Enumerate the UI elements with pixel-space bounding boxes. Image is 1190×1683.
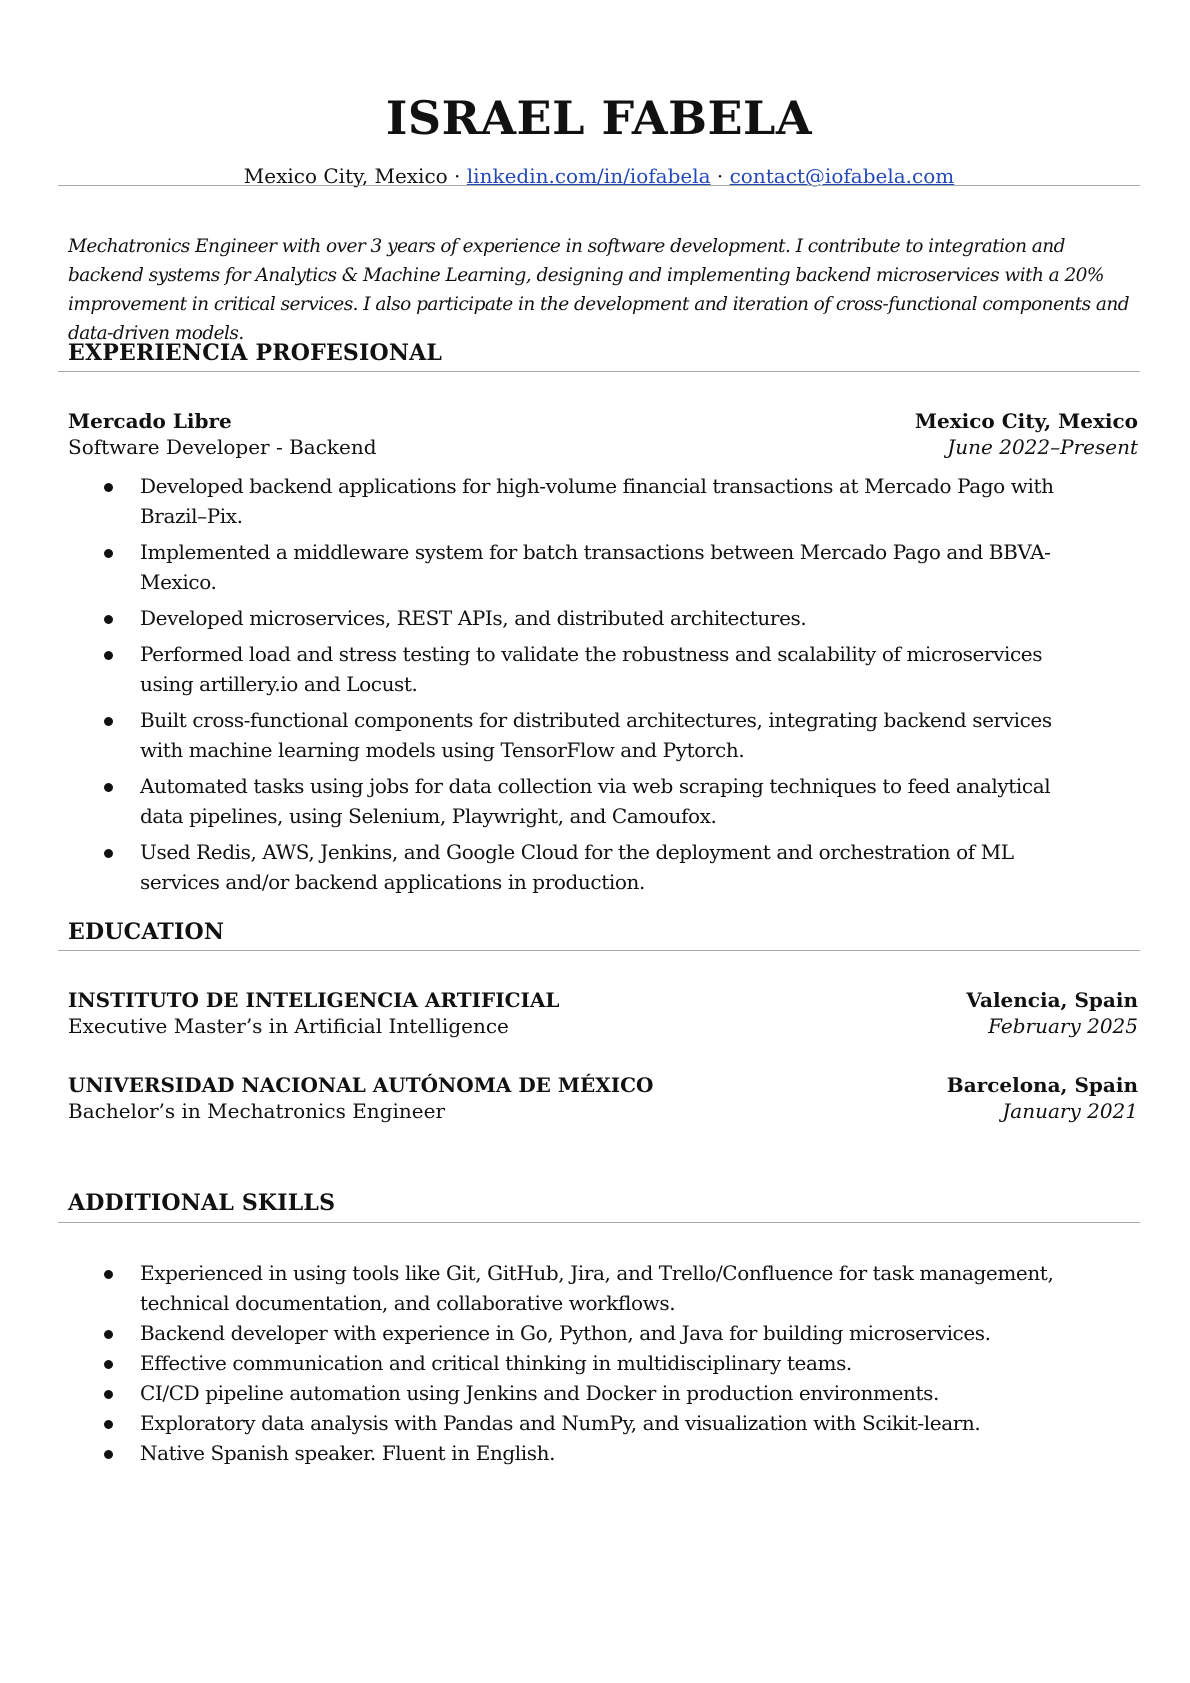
education-date: January 2021 bbox=[1002, 1099, 1138, 1123]
list-item: Experienced in using tools like Git, GitHub, Jira, and Trello/Confluence for task management, technical documentation, and collaborative workflows. bbox=[58, 1258, 1140, 1318]
section-title-education: EDUCATION bbox=[68, 919, 225, 945]
job-dates: June 2022–Present bbox=[947, 435, 1138, 459]
section-title-experience: EXPERIENCIA PROFESIONAL bbox=[68, 340, 443, 366]
education-divider bbox=[58, 950, 1140, 951]
list-item: CI/CD pipeline automation using Jenkins and Docker in production environments. bbox=[58, 1378, 1140, 1408]
education-header bbox=[68, 986, 1138, 1014]
summary-text: Mechatronics Engineer with over 3 years of experience in software development. I contribute to integration and backend systems for Analytics & Machine Learning, designing and implementing backend microservices with a 20% improvement in critical services. I also participate in the development and iteration of cross-functional components and data-driven models. bbox=[68, 236, 1130, 344]
education-degree: Bachelor’s in Mechatronics Engineer bbox=[68, 1099, 446, 1123]
education-location: Barcelona, Spain bbox=[946, 1073, 1138, 1097]
education-header bbox=[68, 1071, 1138, 1099]
education-date: February 2025 bbox=[988, 1014, 1138, 1038]
job-subheader bbox=[68, 433, 1138, 461]
list-item: Built cross-functional components for distributed architectures, integrating backend services with machine learning models using TensorFlow and Pytorch. bbox=[58, 705, 1140, 765]
list-item: Performed load and stress testing to validate the robustness and scalability of microservices using artillery.io and Locust. bbox=[58, 639, 1140, 699]
list-item: Used Redis, AWS, Jenkins, and Google Cloud for the deployment and orchestration of ML services and/or backend applications in production. bbox=[58, 837, 1140, 897]
email-link[interactable]: contact@iofabela.com bbox=[729, 164, 955, 188]
skills-bullet-list bbox=[58, 1258, 1140, 1468]
education-subheader bbox=[68, 1097, 1138, 1125]
header-divider bbox=[58, 185, 1140, 186]
education-subheader bbox=[68, 1012, 1138, 1040]
education-location: Valencia, Spain bbox=[966, 988, 1138, 1012]
job-header bbox=[68, 407, 1138, 435]
education-degree: Executive Master’s in Artificial Intelligence bbox=[68, 1014, 509, 1038]
job-bullet-list bbox=[58, 471, 1140, 903]
separator: · bbox=[710, 164, 730, 188]
list-item: Automated tasks using jobs for data collection via web scraping techniques to feed analytical data pipelines, using Selenium, Playwright, and Camoufox. bbox=[58, 771, 1140, 831]
list-item: Native Spanish speaker. Fluent in English. bbox=[58, 1438, 1140, 1468]
location-text: Mexico City, Mexico bbox=[243, 164, 448, 188]
list-item: Developed backend applications for high-volume financial transactions at Mercado Pago with Brazil–Pix. bbox=[58, 471, 1140, 531]
education-school: UNIVERSIDAD NACIONAL AUTÓNOMA DE MÉXICO bbox=[68, 1073, 654, 1097]
list-item: Backend developer with experience in Go, Python, and Java for building microservices. bbox=[58, 1318, 1140, 1348]
education-school: INSTITUTO DE INTELIGENCIA ARTIFICIAL bbox=[68, 988, 560, 1012]
experience-divider bbox=[58, 371, 1140, 372]
job-location: Mexico City, Mexico bbox=[914, 409, 1138, 433]
section-title-skills: ADDITIONAL SKILLS bbox=[68, 1190, 336, 1216]
list-item: Effective communication and critical thinking in multidisciplinary teams. bbox=[58, 1348, 1140, 1378]
linkedin-link[interactable]: linkedin.com/in/iofabela bbox=[466, 164, 711, 188]
separator: · bbox=[447, 164, 467, 188]
skills-divider bbox=[58, 1222, 1140, 1223]
candidate-name: ISRAEL FABELA bbox=[385, 91, 813, 145]
list-item: Implemented a middleware system for batch transactions between Mercado Pago and BBVA-Mexico. bbox=[58, 537, 1140, 597]
job-company: Mercado Libre bbox=[68, 409, 232, 433]
list-item: Exploratory data analysis with Pandas and NumPy, and visualization with Scikit-learn. bbox=[58, 1408, 1140, 1438]
list-item: Developed microservices, REST APIs, and distributed architectures. bbox=[58, 603, 1140, 633]
job-role: Software Developer - Backend bbox=[68, 435, 377, 459]
